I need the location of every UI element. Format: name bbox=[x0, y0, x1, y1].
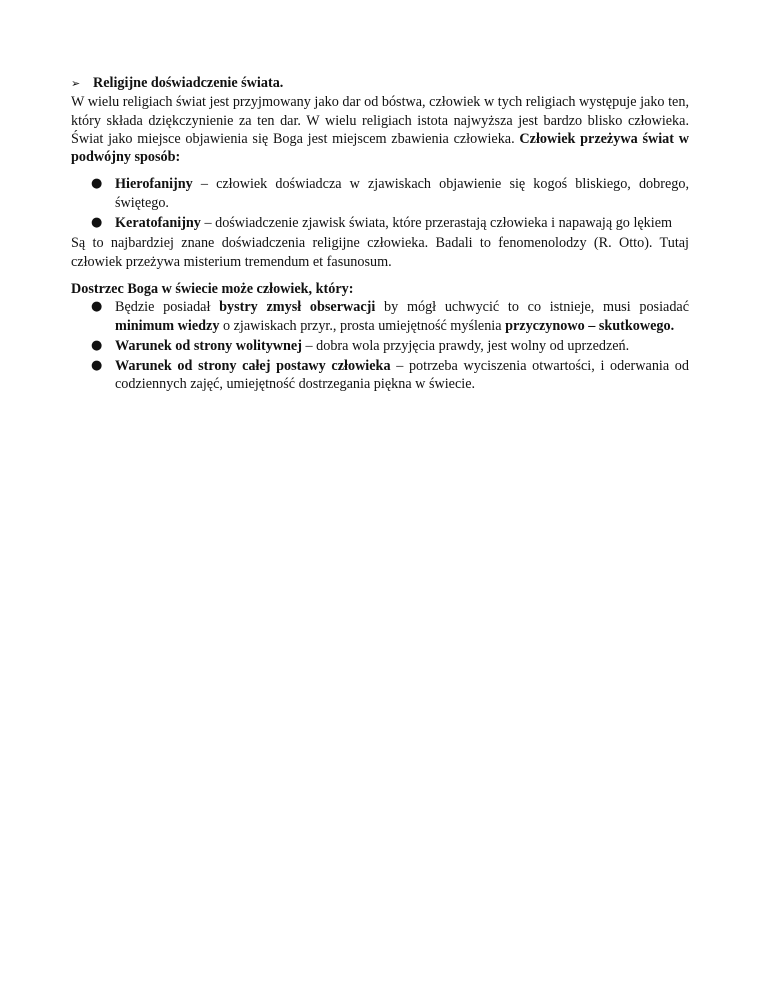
list-item-text: by mógł uchwycić to co istnieje, musi posiadać bbox=[375, 299, 690, 316]
list-item-term: Warunek od strony wolitywnej bbox=[115, 337, 302, 354]
list-item bbox=[71, 337, 689, 355]
list-item-term: Warunek od strony całej postawy człowieka bbox=[115, 358, 391, 375]
document-page bbox=[71, 74, 689, 396]
intro-bold-text: Człowiek przeżywa świat w podwójny sposób: bbox=[71, 130, 689, 166]
section-heading-text: Religijne doświadczenie świata. bbox=[93, 75, 284, 91]
conditions-list bbox=[71, 298, 689, 393]
list-item-term: bystry zmysł obserwacji bbox=[219, 299, 376, 316]
bullet-icon: ● bbox=[91, 337, 103, 353]
bullet-icon: ● bbox=[91, 215, 103, 231]
list-item-text: o zjawiskach przyr., prosta umiejętność myślenia bbox=[219, 317, 506, 334]
experience-list bbox=[71, 175, 689, 232]
bullet-icon: ● bbox=[91, 358, 103, 374]
list-item bbox=[71, 175, 689, 212]
intro-text: W wielu religiach świat jest przyjmowany jako dar od bóstwa, człowiek w tych religiach występuje jako ten, który składa dziękczynienie za ten dar. W wielu religiach istota najwyższa jest bardzo blisko człowieka. Świat jako miejsce objawienia się Boga jest miejscem zbawienia człowieka. bbox=[71, 94, 689, 147]
list-item-text: – dobra wola przyjęcia prawdy, jest wolny od uprzedzeń. bbox=[301, 337, 630, 354]
list-item-term: Keratofanijny bbox=[115, 215, 201, 232]
list-item-text: – potrzeba wyciszenia otwartości, i oderwania od codziennych zajęć, umiejętność dostrzegania piękna w świecie. bbox=[115, 358, 689, 393]
list-item bbox=[71, 214, 689, 232]
list-item-term: minimum wiedzy bbox=[115, 317, 220, 334]
list-item bbox=[71, 298, 689, 335]
bullet-icon: ● bbox=[91, 176, 103, 192]
list-item-text: – doświadczenie zjawisk świata, które przerastają człowieka i napawają go lękiem bbox=[200, 215, 673, 232]
arrow-bullet-icon: ➢ bbox=[71, 77, 81, 90]
summary-paragraph: Są to najbardziej znane doświadczenia religijne człowieka. Badali to fenomenolodzy (R. Otto). Tutaj człowiek przeżywa misterium tremendum et fasunosum. bbox=[71, 235, 689, 270]
list-item-term: przyczynowo – skutkowego. bbox=[505, 317, 675, 334]
list-item-text: Będzie posiadał bbox=[115, 299, 220, 316]
conditions-title: Dostrzec Boga w świecie może człowiek, który: bbox=[71, 280, 354, 297]
bullet-icon: ● bbox=[91, 299, 103, 315]
list-item-term: Hierofanijny bbox=[115, 176, 193, 193]
list-item-text: – człowiek doświadcza w zjawiskach objawienie się kogoś bliskiego, dobrego, świętego. bbox=[115, 176, 689, 211]
intro-paragraph bbox=[71, 93, 689, 166]
section-heading bbox=[71, 74, 689, 93]
list-item bbox=[71, 357, 689, 394]
